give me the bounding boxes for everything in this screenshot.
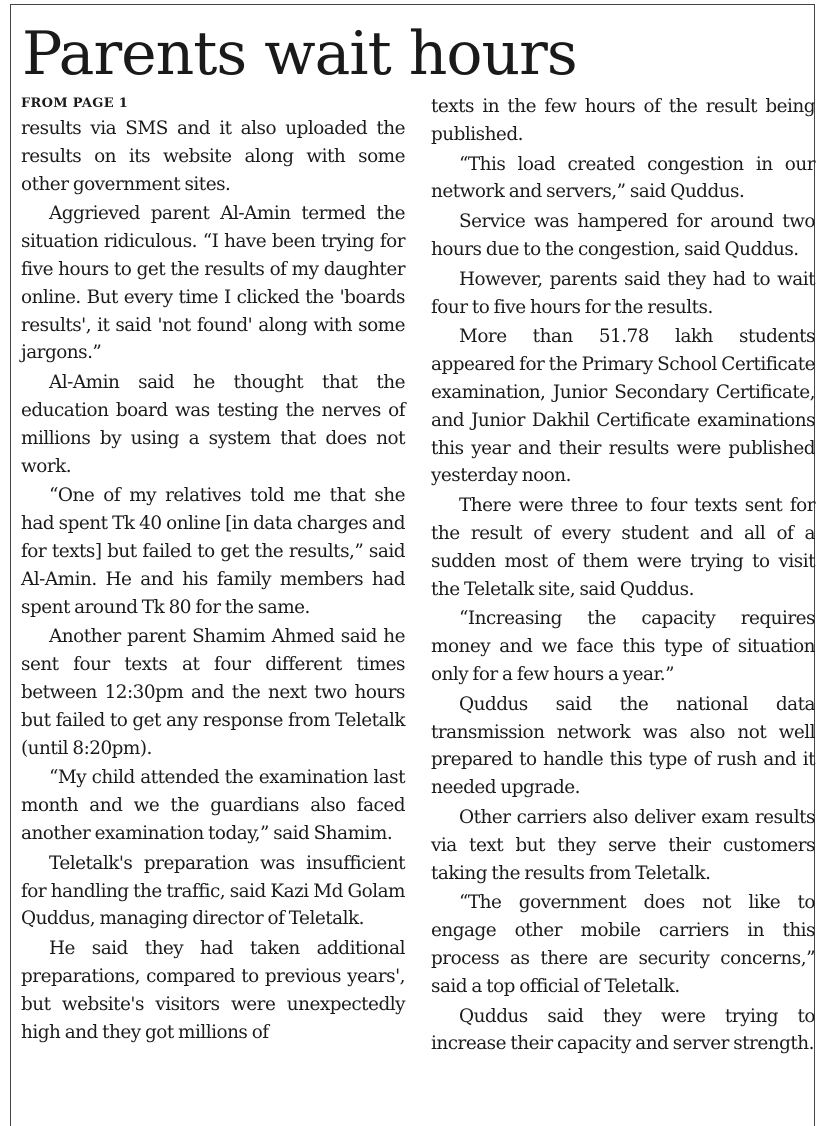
paragraph: Al-Amin said he thought that the education board was testing the nerves of millions by using a system that does not work.: [21, 372, 405, 477]
paragraph: More than 51.78 lakh students appeared for the Primary School Certificate examination, Junior Secondary Certificate, and Junior Dakhil Certificate examinations this year and their results were published yesterday noon.: [431, 326, 815, 487]
paragraph: “My child attended the examination last month and we the guardians also faced another examination today,” said Shamim.: [21, 767, 405, 844]
paragraph: Service was hampered for around two hours due to the congestion, said Quddus.: [431, 211, 815, 260]
paragraph: results via SMS and it also uploaded the results on its website along with some other government sites.: [21, 118, 405, 195]
paragraph: “This load created congestion in our network and servers,” said Quddus.: [431, 153, 815, 203]
paragraph: “The government does not like to engage other mobile carriers in this process as there are security concerns,” said a top official of Teletalk.: [431, 892, 815, 997]
paragraph: Quddus said they were trying to increase their capacity and server strength.: [431, 1005, 815, 1055]
article-column-left: [21, 93, 405, 1048]
paragraph: texts in the few hours of the result being published.: [431, 96, 815, 145]
paragraph: Quddus said the national data transmission network was also not well prepared to handle this type of rush and it needed upgrade.: [431, 693, 815, 799]
headline: Parents wait hours: [22, 19, 577, 89]
paragraph: “Increasing the capacity requires money and we face this type of situation only for a few hours a year.”: [431, 608, 815, 685]
paragraph: Other carriers also deliver exam results via text but they serve their customers taking the results from Teletalk.: [431, 806, 815, 884]
paragraph: Teletalk's preparation was insufficient for handling the traffic, said Kazi Md Golam Quddus, managing director of Teletalk.: [21, 852, 405, 930]
frame-top-border: [10, 4, 815, 5]
paragraph: Aggrieved parent Al-Amin termed the situation ridiculous. “I have been trying for five hours to get the results of my daughter online. But every time I clicked the 'boards results', it said 'not found' along with some jargons.”: [21, 203, 405, 364]
paragraph: “One of my relatives told me that she had spent Tk 40 online [in data charges and for texts] but failed to get the results,” said Al-Amin. He and his family members had spent around Tk 80 for the same.: [21, 485, 405, 618]
paragraph: Another parent Shamim Ahmed said he sent four texts at four different times between 12:30pm and the next two hours but failed to get any response from Teletalk (until 8:20pm).: [21, 626, 405, 759]
paragraph: He said they had taken additional preparations, compared to previous years', but website's visitors were unexpectedly high and they got millions of: [21, 938, 405, 1043]
jump-line: FROM PAGE 1: [21, 96, 129, 111]
frame-left-border: [10, 4, 11, 1126]
paragraph: However, parents said they had to wait four to five hours for the results.: [431, 268, 815, 318]
article-column-right: [431, 93, 815, 1060]
paragraph: There were three to four texts sent for the result of every student and all of a sudden most of them were trying to visit the Teletalk site, said Quddus.: [431, 495, 815, 600]
